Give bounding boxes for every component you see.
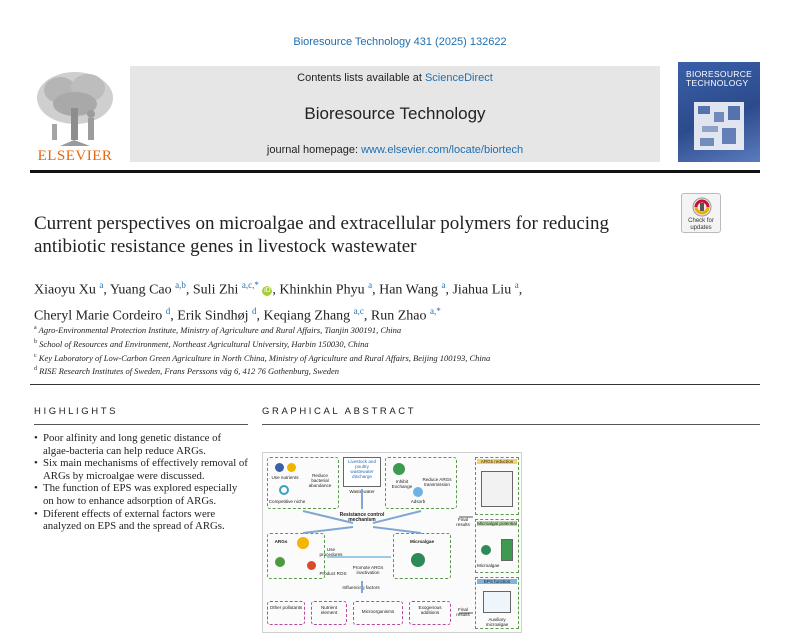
- ga-label-influencing: Influencing factors: [342, 585, 380, 590]
- author[interactable]: Suli Zhi: [192, 282, 239, 298]
- affiliation-text: Agro-Environmental Protection Institute, Ministry of Agriculture and Rural Affairs, Tianjin 300191, China: [38, 324, 402, 335]
- ga-label-other-pollutants: Other pollutants: [269, 605, 303, 610]
- graphical-abstract-figure[interactable]: [262, 452, 522, 633]
- affiliation-key: d: [34, 366, 37, 373]
- ga-connectors: [263, 453, 523, 634]
- author-affil[interactable]: a,b: [175, 280, 186, 290]
- ga-label-waste-water: Waste water: [349, 489, 375, 494]
- ga-label-use-nutrients: Use nutrients: [271, 475, 299, 480]
- author[interactable]: Jiahua Liu: [452, 282, 512, 298]
- highlights-rule: [34, 424, 248, 425]
- homepage-link[interactable]: www.elsevier.com/locate/biortech: [361, 144, 524, 156]
- affiliation-item: [34, 363, 754, 377]
- cover-title: BIORESOURCE TECHNOLOGY: [686, 69, 753, 88]
- author-affil[interactable]: a: [514, 280, 519, 290]
- ga-label-inhibit: Inhibit Exchange: [391, 479, 413, 489]
- author[interactable]: Yuang Cao: [109, 282, 172, 298]
- ga-label-microorganisms: Microorganisms: [361, 609, 395, 614]
- affiliation-text: School of Resources and Environment, Northeast Agricultural University, Harbin 150030, China: [39, 338, 369, 349]
- author-affil[interactable]: a,*: [430, 305, 441, 316]
- section-divider: [30, 384, 760, 385]
- ga-label-livestock: Livestock and poultry wastewater discharge: [347, 459, 377, 479]
- graphical-abstract-rule: [262, 424, 760, 425]
- ga-label-promote: Promote ARGs inactivation: [352, 565, 384, 575]
- ga-label-produce-ros: Product ROS: [319, 571, 347, 576]
- orcid-icon[interactable]: iD: [264, 286, 271, 294]
- ga-label-center: Resistance control mechanism: [339, 512, 385, 523]
- ga-label-nutrient: Nutrient element: [320, 605, 338, 615]
- author-affil[interactable]: a: [441, 280, 446, 290]
- author-affil[interactable]: a,c,*: [241, 280, 259, 290]
- affiliation-item: [34, 336, 754, 350]
- check-updates-icon: [692, 197, 712, 217]
- homepage-line: [130, 144, 660, 156]
- affiliation-key: c: [34, 352, 37, 359]
- affiliation-text: Key Laboratory of Low-Carbon Green Agriculture in North China, Ministry of Agriculture and Rural Affairs, Beijing 100193, China: [38, 352, 491, 363]
- highlight-item: • Diferent effects of external factors were analyzed on EPS and the spread of ARGs.: [34, 508, 248, 533]
- author[interactable]: Erik Sindhøj: [177, 308, 249, 324]
- affiliation-key: b: [34, 338, 37, 345]
- ga-label-args-reduction: ARGs reduction: [477, 459, 517, 464]
- journal-cover-image[interactable]: [678, 62, 760, 162]
- author-affil[interactable]: d: [165, 305, 171, 316]
- homepage-prefix: journal homepage:: [266, 144, 362, 156]
- author-affil[interactable]: d: [251, 305, 257, 316]
- sciencedirect-link[interactable]: ScienceDirect: [424, 72, 493, 84]
- ga-label-microalgae: Microalgae: [410, 539, 434, 544]
- author-list: Xiaoyu Xu $^a$, Yuang Cao $^{a,b}$, Suli Zhi $^{a,c,*}$ iD , Khinkhin Phyu $^a$, Han Wang $^a$, Jiahua Liu $^a$, Cheryl Marie Cordeiro $^d$, Erik Sindhøj $^d$, Keqiang Zhang $^{a,c}$, Run Zhao $^{a,*}$: [34, 280, 523, 324]
- author-affil[interactable]: a: [368, 280, 373, 290]
- article-title: Current perspectives on microalgae and extracellular polymers for reducing antibiotic resistance genes in livestock wastewater: [34, 213, 610, 257]
- author[interactable]: Xiaoyu Xu: [34, 282, 96, 298]
- author[interactable]: Run Zhao: [370, 308, 427, 324]
- affiliation-list: [34, 322, 754, 377]
- highlight-item: • The function of EPS was explored especially on how to enhance adsorption of ARGs.: [34, 482, 248, 507]
- publisher-name: ELSEVIER: [37, 148, 113, 164]
- affiliation-text: RISE Research Institutes of Sweden, Frans Perssons väg 6, 412 76 Gothenburg, Sweden: [39, 366, 340, 377]
- ga-label-final-results: Final results: [456, 607, 470, 617]
- ga-label-adsorb: Adsorb: [410, 499, 426, 504]
- ga-label-reduce-args: Reduce ARGs transmission: [422, 477, 452, 487]
- highlight-item: • Poor alfinity and long genetic distance of algae-bacteria can help reduce ARGs.: [34, 432, 248, 457]
- ga-label-microalgae-small: Microalgae: [477, 563, 500, 568]
- highlights-list: [34, 432, 248, 533]
- ga-label-eps-function: EPS function: [477, 579, 517, 584]
- ga-label-reduce-bacterial: Reduce bacterial abundance: [308, 473, 332, 488]
- affiliation-item: [34, 350, 754, 364]
- highlight-item: • Six main mechanisms of effectively removal of ARGs by microalgae were discussed.: [34, 457, 248, 482]
- ga-label-competitive: Competitive niche: [268, 499, 306, 504]
- journal-title: Bioresource Technology: [304, 104, 486, 123]
- highlights-heading: HIGHLIGHTS: [34, 406, 119, 417]
- ga-label-exogenous: Exogenous additions: [418, 605, 442, 615]
- author[interactable]: Keqiang Zhang: [263, 308, 351, 324]
- graphical-abstract-heading: GRAPHICAL ABSTRACT: [262, 406, 417, 417]
- ga-label-args: ARGs: [274, 539, 288, 544]
- affiliation-key: a: [34, 325, 37, 331]
- check-for-updates-button[interactable]: [681, 193, 721, 233]
- check-updates-label: Check for updates: [688, 218, 714, 231]
- ga-label-microalgal-potential: Microalgal potential: [477, 521, 517, 526]
- contents-line: [130, 72, 660, 84]
- cover-figure: [694, 102, 744, 150]
- author[interactable]: Cheryl Marie Cordeiro: [34, 308, 163, 324]
- contents-prefix: Contents lists available at: [297, 72, 425, 84]
- ga-label-final-results: Final results: [456, 517, 470, 527]
- ga-label-use-procedures: Use procedures: [319, 547, 343, 557]
- journal-header-band: [130, 66, 660, 162]
- author-affil[interactable]: a,c: [353, 305, 364, 316]
- header-divider: [30, 170, 760, 173]
- ga-label-auxiliary: Auxiliary microalgae: [485, 617, 509, 627]
- author[interactable]: Han Wang: [379, 282, 438, 298]
- author[interactable]: Khinkhin Phyu: [279, 282, 365, 298]
- affiliation-item: [34, 322, 754, 336]
- author-affil[interactable]: a: [99, 280, 104, 290]
- citation-line[interactable]: Bioresource Technology 431 (2025) 132622: [293, 36, 507, 48]
